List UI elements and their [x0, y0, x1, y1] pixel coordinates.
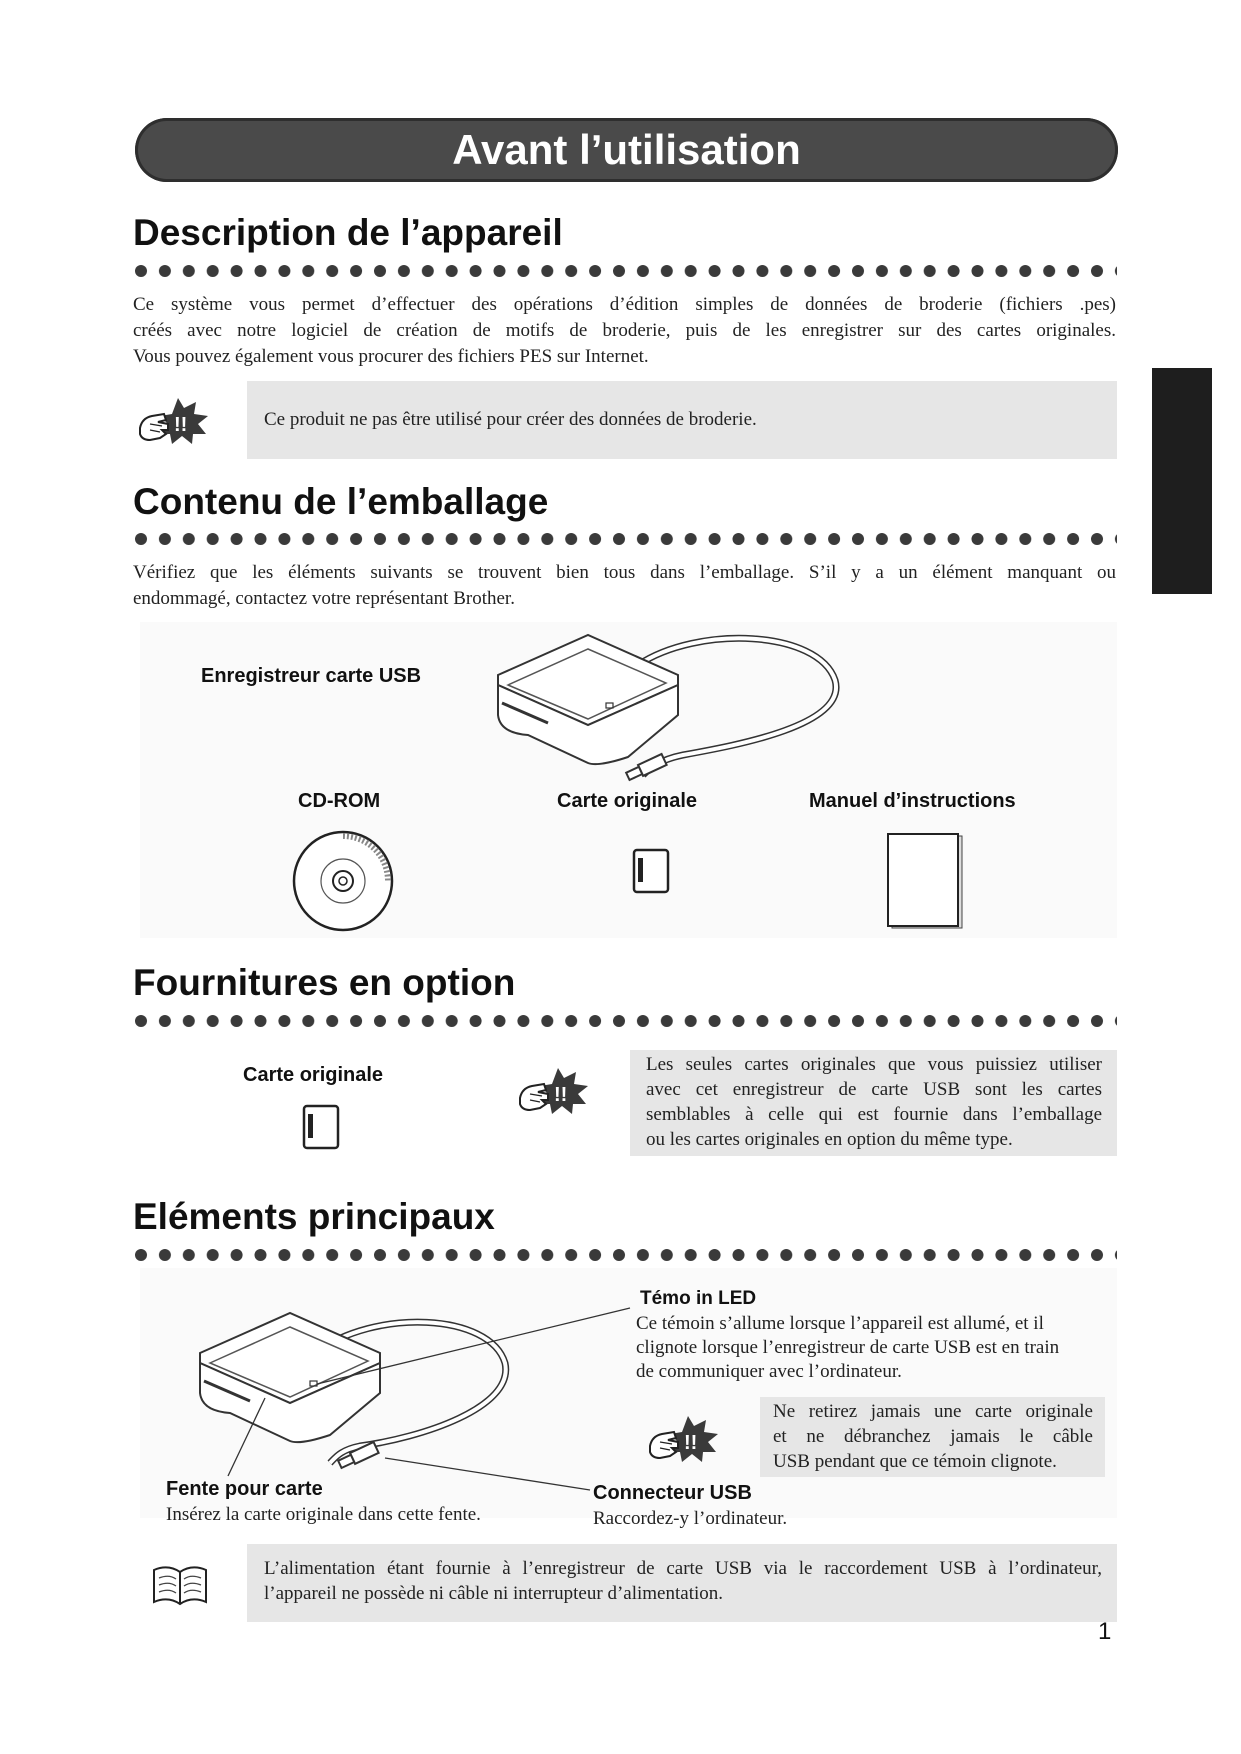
label-card: Carte originale [557, 790, 698, 812]
heading-options: Fournitures en option [133, 962, 516, 1003]
text-line: L’alimentation étant fournie à l’enregistreur de carte USB via le raccordement USB à l’ordinateur, [264, 1558, 1102, 1579]
note-text: Ce produit ne pas être utilisé pour créer des données de broderie. [264, 409, 757, 430]
text-line: ou les cartes originales en option du même type. [646, 1129, 1013, 1150]
text-line: l’appareil ne possède ni câble ni interrupteur d’alimentation. [264, 1583, 723, 1604]
heading-contents: Contenu de l’emballage [133, 481, 549, 522]
label-cdrom: CD-ROM [298, 790, 381, 812]
description-paragraph [133, 292, 1116, 370]
caution-hand-icon [138, 394, 220, 446]
cdrom-icon [290, 828, 396, 934]
led-description [636, 1312, 1096, 1384]
slot-description: Insérez la carte originale dans cette fente. [166, 1504, 481, 1525]
label-usb-writer: Enregistreur carte USB [201, 665, 422, 687]
note-box [247, 381, 1117, 459]
text-line: et ne débranchez jamais le câble [773, 1426, 1093, 1447]
note-text [773, 1399, 1093, 1474]
text-line: endommagé, contactez votre représentant Brother. [133, 588, 515, 609]
heading-description: Description de l’appareil [133, 212, 563, 253]
text-line: Vérifiez que les éléments suivants se trouvent bien tous dans l’emballage. S’il y a un élément manquant ou [133, 562, 1116, 583]
text-line: créés avec notre logiciel de création de motifs de broderie, puis de les enregistrer sur des cartes originales. [133, 320, 1116, 341]
heading-main-parts: Eléments principaux [133, 1196, 495, 1237]
dotted-rule [134, 532, 1117, 546]
label-manual: Manuel d’instructions [809, 790, 1016, 812]
usb-card-writer-illustration [488, 625, 848, 795]
led-title: Témo in LED [640, 1288, 757, 1309]
text-line: Ce système vous permet d’effectuer des opérations d’édition simples de données de broderie (fichiers .pes) [133, 294, 1116, 315]
side-tab [1152, 368, 1212, 594]
label-option-card: Carte originale [243, 1064, 384, 1086]
note-text [646, 1052, 1102, 1152]
caution-hand-icon [518, 1064, 600, 1116]
manual-icon [886, 832, 966, 932]
dotted-rule [134, 1014, 1117, 1028]
caution-hand-icon [648, 1412, 730, 1464]
note-box [760, 1397, 1105, 1477]
text-line: Vous pouvez également vous procurer des fichiers PES sur Internet. [133, 346, 649, 367]
text-line: USB pendant que ce témoin clignote. [773, 1451, 1057, 1472]
connector-description: Raccordez-y l’ordinateur. [593, 1508, 788, 1529]
slot-title: Fente pour carte [166, 1478, 323, 1500]
original-card-icon [632, 848, 670, 894]
text-line: Ce témoin s’allume lorsque l’appareil est allumé, et il [636, 1313, 1044, 1334]
note-box [630, 1050, 1117, 1156]
open-book-icon [150, 1562, 210, 1608]
page-number: 1 [1098, 1618, 1112, 1645]
original-card-icon [302, 1104, 340, 1150]
text-line: clignote lorsque l’enregistreur de carte USB est en train [636, 1337, 1060, 1358]
memo-box [247, 1544, 1117, 1622]
contents-paragraph [133, 560, 1116, 612]
connector-title: Connecteur USB [593, 1482, 752, 1504]
page-banner: Avant l’utilisation [135, 118, 1118, 182]
text-line: de communiquer avec l’ordinateur. [636, 1361, 902, 1382]
memo-text [264, 1556, 1102, 1606]
text-line: Les seules cartes originales que vous puissiez utiliser [646, 1054, 1102, 1075]
text-line: Ne retirez jamais une carte originale [773, 1401, 1093, 1422]
text-line: avec cet enregistreur de carte USB sont les cartes [646, 1079, 1102, 1100]
dotted-rule [134, 264, 1117, 278]
text-line: semblables à celle qui est fournie dans l’emballage [646, 1104, 1102, 1125]
dotted-rule [134, 1248, 1117, 1262]
